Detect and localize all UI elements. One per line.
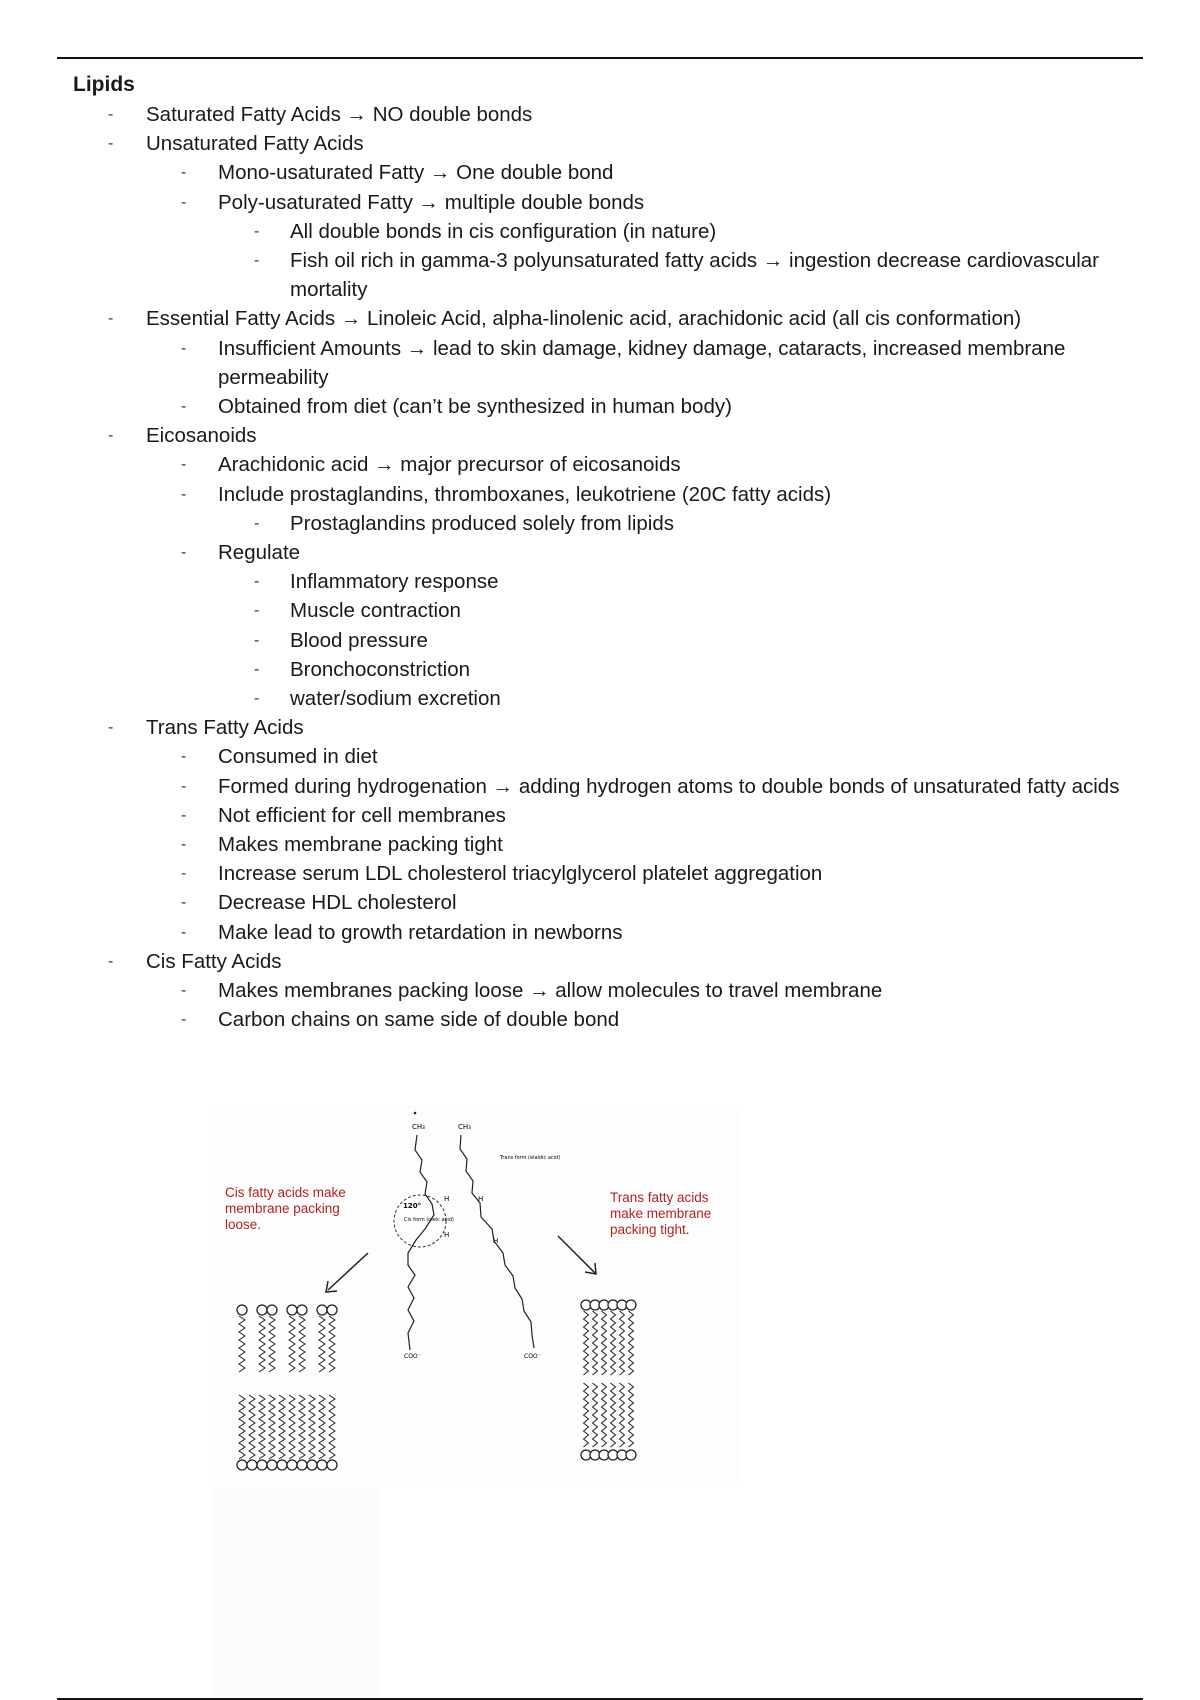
lipid-tail (602, 1311, 607, 1375)
list-item (73, 567, 1143, 596)
coo-left-label: COO⁻ (404, 1353, 421, 1360)
fatty-acid-diagram (210, 1105, 740, 1485)
list-item (73, 976, 1143, 1005)
lipid-head (287, 1305, 297, 1315)
list-item (73, 713, 1143, 742)
bullet-dash: - (254, 602, 260, 620)
lipid-tail (620, 1311, 625, 1375)
list-item-text: Eicosanoids (146, 424, 257, 448)
bullet-dash: - (254, 222, 260, 240)
list-item-text: Insufficient Amounts → lead to skin damage, kidney damage, cataracts, increased membrane permeability (218, 336, 1066, 389)
lipid-tail (239, 1316, 245, 1372)
lipid-head (237, 1460, 247, 1470)
list-item-text: Poly-usaturated Fatty → multiple double bonds (218, 190, 645, 214)
bullet-dash: - (108, 427, 114, 445)
cis-chain (408, 1135, 434, 1350)
list-item-text: Makes membrane packing tight (218, 833, 503, 857)
lipid-head (287, 1460, 297, 1470)
list-item (73, 450, 1143, 479)
bullet-dash: - (108, 952, 114, 970)
bullet-dash: - (181, 398, 187, 416)
list-item (73, 392, 1143, 421)
lipid-head (327, 1305, 337, 1315)
notes-content (73, 70, 1143, 1035)
list-item-text: Saturated Fatty Acids → NO double bonds (146, 103, 533, 126)
lipid-head (626, 1300, 636, 1310)
lipid-tail (593, 1311, 598, 1375)
list-item (73, 304, 1143, 333)
list-item-text: Makes membranes packing loose → allow molecules to travel membrane (218, 979, 883, 1003)
h-atom-2: H (444, 1231, 450, 1239)
bullet-dash: - (181, 1011, 187, 1029)
list-item (73, 509, 1143, 538)
lipid-head (297, 1460, 307, 1470)
ch3-left-label: CH₃ (412, 1123, 425, 1131)
h-atom-1: H (444, 1195, 450, 1203)
lipid-head (317, 1460, 327, 1470)
list-item-text: Arachidonic acid → major precursor of eicosanoids (218, 453, 681, 477)
list-item (73, 129, 1143, 158)
lipid-head (237, 1305, 247, 1315)
angle-label: 120° (403, 1202, 422, 1210)
list-item (73, 480, 1143, 509)
list-item (73, 246, 1143, 304)
figure-shadow (210, 1485, 380, 1695)
lipid-tail (309, 1395, 315, 1459)
list-item (73, 334, 1143, 392)
lipid-head (317, 1305, 327, 1315)
top-rule (57, 57, 1143, 59)
bullet-dash: - (254, 514, 260, 532)
bullet-dash: - (181, 164, 187, 182)
lipid-head (277, 1460, 287, 1470)
trans-caption: Trans fatty acids make membrane packing tight. (610, 1190, 712, 1237)
bullet-dash: - (181, 806, 187, 824)
bullet-dash: - (181, 485, 187, 503)
list-item (73, 830, 1143, 859)
lipid-tail (319, 1316, 325, 1372)
lipid-tail (329, 1316, 335, 1372)
cis-caption: Cis fatty acids make membrane packing loose. (225, 1185, 346, 1232)
lipid-tail (289, 1316, 295, 1372)
lipid-head (297, 1305, 307, 1315)
ch3-right-label: CH₃ (458, 1123, 471, 1131)
list-item-text: Fish oil rich in gamma-3 polyunsaturated fatty acids → ingestion decrease cardiovascular mortality (290, 249, 1099, 302)
bullet-dash: - (181, 193, 187, 211)
list-item (73, 947, 1143, 976)
cis-membrane (237, 1305, 337, 1470)
bullet-dash: - (108, 719, 114, 737)
lipid-head (267, 1460, 277, 1470)
bullet-list (73, 100, 1143, 1035)
bullet-dash: - (181, 923, 187, 941)
lipid-tail (629, 1383, 634, 1447)
list-item (73, 538, 1143, 567)
list-item (73, 421, 1143, 450)
lipid-tail (269, 1316, 275, 1372)
h-atom-3: H (478, 1195, 484, 1203)
list-item-text: Essential Fatty Acids → Linoleic Acid, alpha-linolenic acid, arachidonic acid (all cis conformation) (146, 307, 1022, 331)
trans-membrane (581, 1300, 636, 1460)
bullet-dash: - (181, 748, 187, 766)
bullet-dash: - (181, 456, 187, 474)
lipid-tail (259, 1395, 265, 1459)
list-item (73, 918, 1143, 947)
lipid-tail (259, 1316, 265, 1372)
lipid-tail (269, 1395, 275, 1459)
lipid-tail (584, 1383, 589, 1447)
list-item-text: Unsaturated Fatty Acids (146, 132, 364, 156)
list-item-text: Consumed in diet (218, 745, 378, 769)
bullet-dash: - (108, 310, 114, 328)
lipid-tail (299, 1395, 305, 1459)
lipid-tail (629, 1311, 634, 1375)
list-item (73, 888, 1143, 917)
bullet-dash: - (254, 573, 260, 591)
list-item (73, 859, 1143, 888)
coo-right-label: COO⁻ (524, 1353, 541, 1360)
lipid-tail (620, 1383, 625, 1447)
list-item (73, 217, 1143, 246)
lipid-tail (279, 1395, 285, 1459)
bullet-dash: - (181, 339, 187, 357)
list-item (73, 655, 1143, 684)
list-item (73, 158, 1143, 187)
bullet-dash: - (254, 252, 260, 270)
lipid-head (327, 1460, 337, 1470)
lipid-head (267, 1305, 277, 1315)
cis-arrow (328, 1253, 368, 1290)
lipid-tail (319, 1395, 325, 1459)
trans-arrow (558, 1236, 595, 1273)
bullet-dash: - (108, 106, 114, 123)
trans-form-label: Trans form (elaidic acid) (500, 1155, 561, 1161)
lipid-head (257, 1305, 267, 1315)
page-title: Lipids (73, 73, 135, 96)
list-item-text: Mono-usaturated Fatty → One double bond (218, 161, 614, 185)
lipid-tail (299, 1316, 305, 1372)
lipid-tail (249, 1395, 255, 1459)
lipid-head (307, 1460, 317, 1470)
list-item-text: Regulate (218, 541, 301, 565)
bullet-dash: - (254, 660, 260, 678)
list-item (73, 596, 1143, 625)
list-item (73, 100, 1143, 129)
bullet-dash: - (181, 544, 187, 562)
list-item-text: Not efficient for cell membranes (218, 803, 506, 827)
bullet-dash: - (181, 836, 187, 854)
list-item-text: Trans Fatty Acids (146, 716, 304, 740)
list-item-text: Decrease HDL cholesterol (218, 891, 457, 915)
list-item-text: Inflammatory response (290, 570, 499, 594)
list-item-text: Blood pressure (290, 628, 428, 652)
list-item-text: Bronchoconstriction (290, 657, 471, 681)
bullet-dash: - (181, 894, 187, 912)
lipid-tail (584, 1311, 589, 1375)
lipid-head (626, 1450, 636, 1460)
list-item-text: Make lead to growth retardation in newborns (218, 920, 623, 944)
list-item-text: Increase serum LDL cholesterol triacylglycerol platelet aggregation (218, 862, 823, 886)
bullet-dash: - (181, 982, 187, 1000)
lipid-tail (289, 1395, 295, 1459)
bullet-dash: - (254, 631, 260, 649)
list-item-text: All double bonds in cis configuration (in nature) (290, 219, 717, 243)
list-item (73, 742, 1143, 771)
lipid-tail (329, 1395, 335, 1459)
list-item-text: Muscle contraction (290, 599, 461, 623)
list-item (73, 801, 1143, 830)
bullet-dash: - (181, 777, 187, 795)
lipid-tail (593, 1383, 598, 1447)
list-item-text: Prostaglandins produced solely from lipids (290, 511, 675, 535)
bullet-dash: - (108, 135, 114, 153)
lipid-head (247, 1460, 257, 1470)
list-item (73, 188, 1143, 217)
bullet-dash: - (254, 690, 260, 708)
bullet-dash: - (181, 865, 187, 883)
lipid-tail (611, 1383, 616, 1447)
list-item (73, 684, 1143, 713)
list-item-text: Cis Fatty Acids (146, 949, 282, 973)
list-item (73, 772, 1143, 801)
list-item-text: water/sodium excretion (290, 687, 501, 711)
h-atom-4: H (493, 1237, 499, 1245)
lipid-tail (602, 1383, 607, 1447)
cis-form-label: Cis form (oleic acid) (404, 1217, 454, 1223)
list-item (73, 626, 1143, 655)
list-item-text: Carbon chains on same side of double bond (218, 1008, 620, 1032)
list-item-text: Obtained from diet (can’t be synthesized in human body) (218, 395, 732, 419)
list-item-text: Include prostaglandins, thromboxanes, leukotriene (20C fatty acids) (218, 482, 832, 506)
top-dot (414, 1112, 417, 1115)
list-item (73, 1005, 1143, 1034)
lipid-tail (239, 1395, 245, 1459)
lipid-tail (611, 1311, 616, 1375)
lipid-head (257, 1460, 267, 1470)
fatty-acid-figure (210, 1105, 740, 1485)
list-item-text: Formed during hydrogenation → adding hydrogen atoms to double bonds of unsaturated fatty acids (218, 774, 1120, 798)
